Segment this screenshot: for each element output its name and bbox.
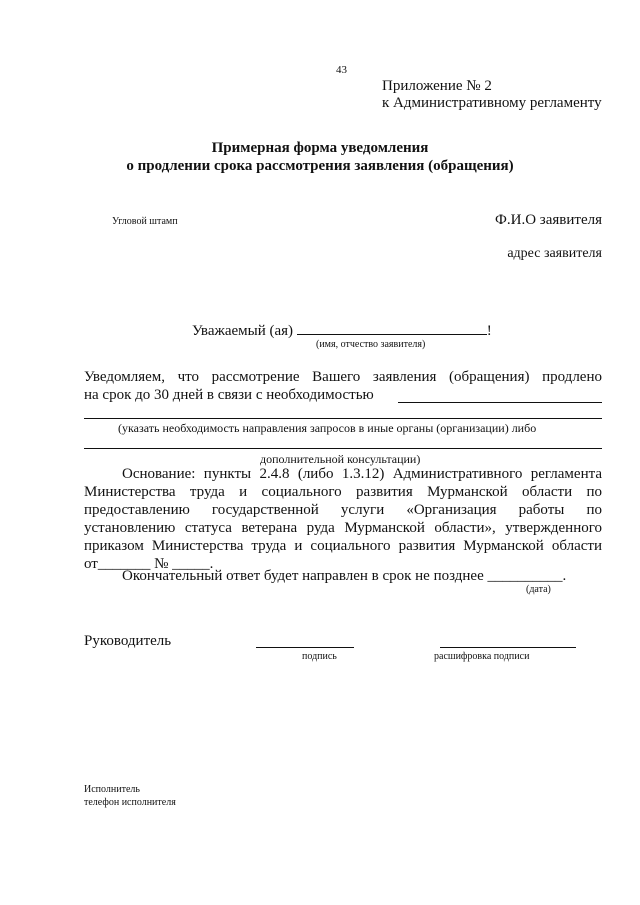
basis-date-prefix: от — [84, 556, 98, 572]
basis-line-1: Основание: пункты 2.4.8 (либо 1.3.12) Административного регламента — [122, 466, 602, 482]
recipient-fio: Ф.И.О заявителя — [495, 212, 602, 228]
date-caption: (дата) — [526, 584, 551, 595]
signature-decode-caption: расшифровка подписи — [434, 651, 530, 662]
basis-paragraph — [84, 465, 602, 573]
appendix-line-2: к Административному регламенту — [382, 95, 602, 111]
reason-caption-1: (указать необходимость направления запросов в иные органы (организации) либо — [118, 421, 537, 435]
executor-label: Исполнитель — [84, 784, 140, 795]
reason-caption-2: дополнительной консультации) — [260, 452, 421, 466]
signature-decode-blank-line — [440, 647, 576, 648]
reason-blank-line-2 — [84, 418, 602, 419]
final-answer-text: Окончательный ответ будет направлен в срок не позднее — [122, 568, 484, 584]
appendix-line-1: Приложение № 2 — [382, 78, 492, 94]
name-blank-line — [297, 320, 487, 335]
final-answer-date-blank: __________. — [487, 568, 567, 584]
final-answer-line — [122, 568, 566, 585]
basis-number-blank: _____. — [172, 556, 214, 572]
basis-date-blank: _______ — [97, 556, 151, 572]
basis-line-2: Министерства труда и социального развития Мурманской области по — [84, 484, 602, 500]
basis-number-sign: № — [154, 556, 169, 572]
name-caption: (имя, отчество заявителя) — [316, 339, 426, 350]
basis-line-5: приказом Министерства труда и социального развития Мурманской области — [84, 538, 602, 554]
greeting-line — [192, 320, 492, 340]
document-title-line-1: Примерная форма уведомления — [211, 140, 429, 156]
signature-blank-line — [256, 647, 354, 648]
signature-caption: подпись — [302, 651, 337, 662]
basis-line-3: предоставлению государственной услуги «Организация работы по — [84, 502, 602, 518]
executor-phone-label: телефон исполнителя — [84, 797, 176, 808]
notice-line-2-text: на срок до 30 дней в связи с необходимостью — [84, 387, 374, 403]
corner-stamp-label: Угловой штамп — [112, 216, 178, 227]
document-title-line-2: о продлении срока рассмотрения заявления (обращения) — [126, 158, 514, 174]
basis-line-4: установлению статуса ветерана руда Мурманской области», утвержденного — [84, 520, 602, 536]
reason-blank-line-1 — [398, 402, 602, 403]
notice-line-1: Уведомляем, что рассмотрение Вашего заявления (обращения) продлено — [84, 369, 602, 385]
head-label: Руководитель — [84, 633, 172, 649]
greeting-prefix: Уважаемый (ая) — [192, 323, 294, 339]
notice-line-2 — [84, 387, 374, 404]
recipient-address: адрес заявителя — [507, 246, 602, 261]
greeting-suffix: ! — [486, 323, 492, 339]
page-number: 43 — [336, 64, 347, 76]
reason-blank-line-3 — [84, 448, 602, 449]
